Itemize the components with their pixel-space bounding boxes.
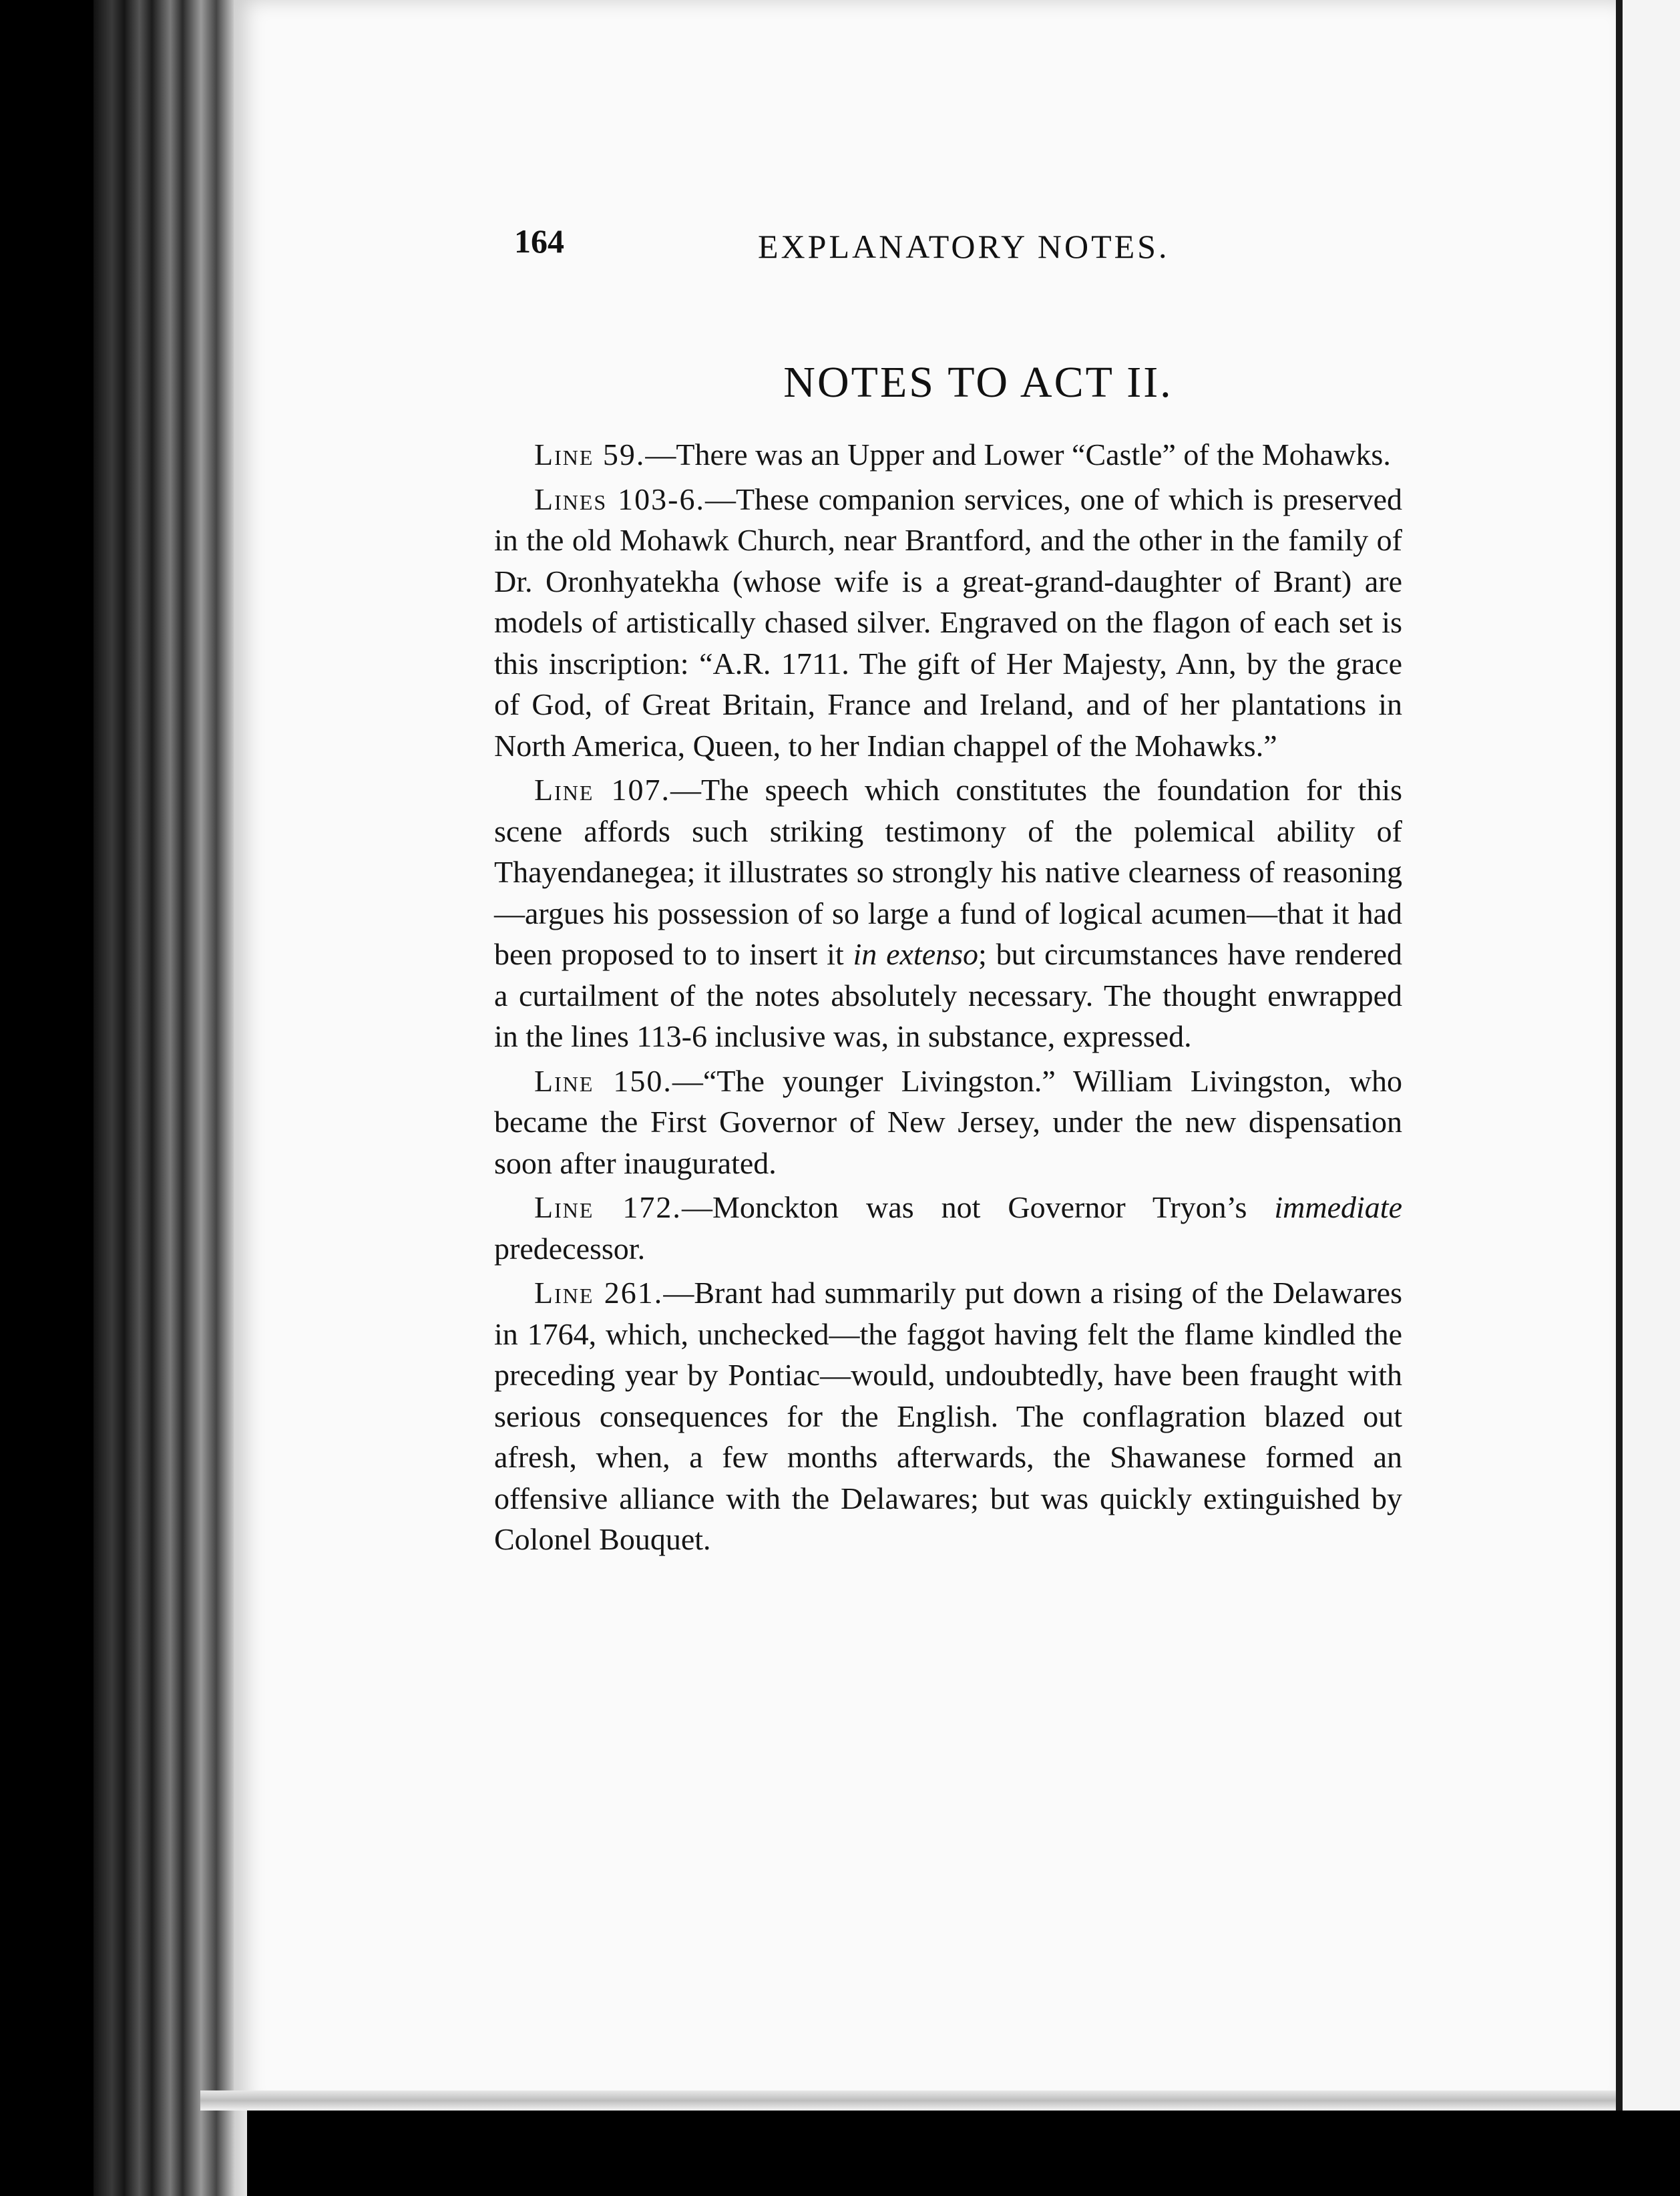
note-italic: in extenso: [853, 937, 979, 971]
note-text: —These companion services, one of which is preserved in the old Mohawk Church, near Brantford, and the other in the family of Dr. Oronhyatekha (whose wife is a great-grand-daughter of Brant) are models of artistically chased silver. Engraved on the flagon of each set is this inscription: “A.R. 1711. The gift of Her Majesty, Ann, by the grace of God, of Great Britain, France and Ireland, and of her plantations in North America, Queen, to her Indian chappel of the Mohawks.”: [494, 482, 1402, 763]
running-head: EXPLANATORY NOTES.: [758, 228, 1170, 265]
note-label: Line 107.: [534, 773, 670, 807]
note-text: —Brant had summarily put down a rising of the Delawares in 1764, which, unchecked—the faggot having felt the flame kindled the preceding year by Pontiac—would, undoubtedly, have been fraught with serious consequences for the English. The conflagration blazed out afresh, when, a few months afterwards, the Shawanese formed an offensive alliance with the Delawares; but was quickly extinguished by Colonel Bouquet.: [494, 1276, 1402, 1556]
facing-page-gutter: [1616, 0, 1623, 2111]
note-line-107: [494, 769, 1402, 1057]
note-text: —There was an Upper and Lower “Castle” of the Mohawks.: [645, 437, 1391, 472]
note-label: Lines 103-6.: [534, 482, 705, 516]
notes-body: [494, 434, 1402, 1564]
note-text: ; but circumstances have rendered a curtailment of the notes absolutely necessary. The thought enwrapped in the lines 113-6 inclusive was, in substance, expressed.: [494, 937, 1402, 1053]
note-label: Line 150.: [534, 1063, 672, 1098]
page-bottom-edge: [200, 2090, 1616, 2111]
note-text: —“The younger Livingston.” William Livingston, who became the First Governor of New Jersey, under the new dispensation soon after inaugurated.: [494, 1063, 1402, 1180]
note-text: predecessor.: [494, 1231, 646, 1266]
page-header: [514, 222, 1416, 275]
note-text: —Monckton was not Governor Tryon’s: [681, 1190, 1275, 1224]
facing-page-strip: [1623, 0, 1680, 2111]
note-label: Line 172.: [534, 1190, 682, 1224]
note-text: —The speech which constitutes the foundation for this scene affords such striking testimony of the polemical ability of Thayendanegea; it illustrates so strongly his native clearness of reasoning—argues his possession of so large a fund of logical acumen—that it had been proposed to to insert it: [494, 773, 1402, 971]
note-line-59: [494, 434, 1402, 476]
page-number: 164: [514, 222, 564, 260]
note-lines-103-6: [494, 479, 1402, 767]
book-page-edges: [93, 0, 247, 2196]
section-title: NOTES TO ACT II.: [783, 358, 1173, 407]
note-line-261: [494, 1272, 1402, 1560]
note-italic: immediate: [1274, 1190, 1402, 1224]
note-line-172: [494, 1187, 1402, 1269]
note-line-150: [494, 1061, 1402, 1184]
note-label: Line 59.: [534, 437, 646, 472]
note-label: Line 261.: [534, 1276, 664, 1310]
